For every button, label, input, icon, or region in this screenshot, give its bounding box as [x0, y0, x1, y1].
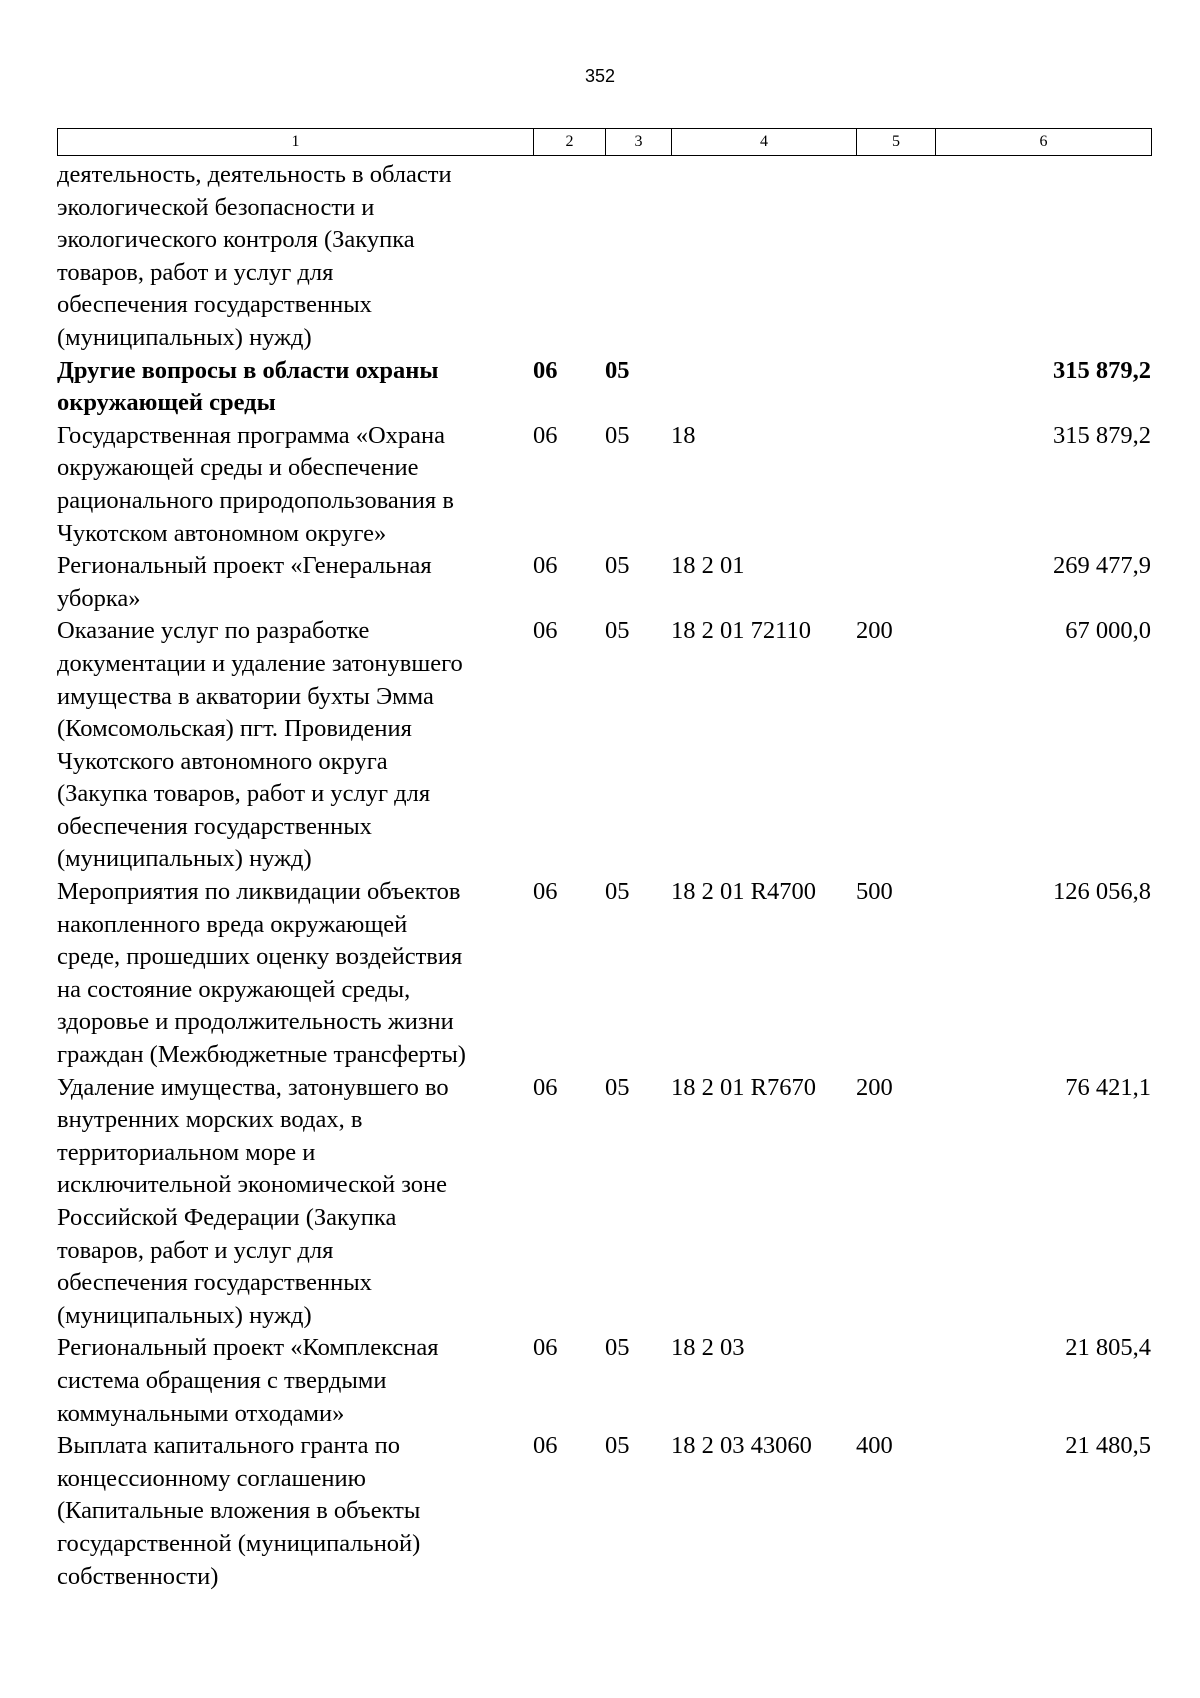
column-number-header: [57, 128, 1152, 156]
description-line: Чукотском автономном округе»: [57, 519, 387, 547]
expense-type-code: 200: [856, 617, 893, 645]
row-description: [57, 876, 533, 1072]
description-line: собственности): [57, 1562, 219, 1590]
table-row: [57, 159, 1151, 355]
target-article-code: 18: [671, 421, 696, 449]
description-line: товаров, работ и услуг для: [57, 258, 334, 286]
description-line: экологического контроля (Закупка: [57, 226, 415, 254]
budget-table-body: [57, 159, 1151, 1593]
description-line: документации и удаление затонувшего: [57, 649, 463, 677]
row-description: [57, 1430, 533, 1593]
description-line: Государственная программа «Охрана: [57, 421, 446, 449]
description-line: Чукотского автономного округа: [57, 747, 388, 775]
description-line: (Комсомольская) пгт. Провидения: [57, 715, 412, 743]
subsection-code: 05: [605, 617, 630, 645]
description-line: уборка»: [57, 584, 141, 612]
description-line: Региональный проект «Комплексная: [57, 1334, 439, 1362]
expense-type-code: [856, 1332, 935, 1430]
expense-type-code: [856, 550, 935, 615]
subsection-code: 05: [605, 552, 630, 580]
description-line: Региональный проект «Генеральная: [57, 552, 432, 580]
expense-type-code: 200: [856, 1073, 893, 1101]
description-line: исключительной экономической зоне: [57, 1171, 448, 1199]
subsection-code: [605, 159, 671, 355]
header-col-3: 3: [606, 129, 672, 156]
amount-value: 76 421,1: [1065, 1073, 1151, 1101]
expense-type-code: [856, 355, 935, 420]
section-code: 06: [533, 421, 558, 449]
row-description: [57, 355, 533, 420]
description-line: государственной (муниципальной): [57, 1529, 421, 1557]
table-row: [57, 1072, 1151, 1333]
description-line: товаров, работ и услуг для: [57, 1236, 334, 1264]
description-line: (муниципальных) нужд): [57, 323, 312, 351]
row-description: [57, 1072, 533, 1333]
description-line: Другие вопросы в области охраны: [57, 356, 439, 384]
header-col-2: 2: [534, 129, 606, 156]
description-line: деятельность, деятельность в области: [57, 161, 452, 188]
description-line: внутренних морских водах, в: [57, 1106, 363, 1134]
description-line: коммунальными отходами»: [57, 1399, 345, 1427]
subsection-code: 05: [605, 356, 630, 384]
description-line: (муниципальных) нужд): [57, 845, 312, 873]
description-line: рационального природопользования в: [57, 486, 454, 514]
description-line: Российской Федерации (Закупка: [57, 1204, 397, 1231]
description-line: (Капитальные вложения в объекты: [57, 1497, 421, 1525]
target-article-code: [671, 159, 856, 355]
table-row: [57, 355, 1151, 420]
section-code: 06: [533, 617, 558, 645]
description-line: окружающей среды: [57, 389, 276, 417]
table-row: [57, 420, 1151, 550]
amount-value: 21 480,5: [1065, 1432, 1151, 1460]
header-col-4: 4: [672, 129, 857, 156]
expense-type-code: 400: [856, 1432, 893, 1460]
subsection-code: 05: [605, 1334, 630, 1362]
section-code: 06: [533, 878, 558, 906]
subsection-code: 05: [605, 1073, 630, 1101]
table-row: [57, 1332, 1151, 1430]
description-line: территориальном море и: [57, 1138, 316, 1166]
description-line: система обращения с твердыми: [57, 1366, 387, 1394]
table-row: [57, 1430, 1151, 1593]
description-line: экологической безопасности и: [57, 193, 375, 221]
description-line: граждан (Межбюджетные трансферты): [57, 1041, 466, 1069]
description-line: (муниципальных) нужд): [57, 1301, 312, 1329]
description-line: Мероприятия по ликвидации объектов: [57, 878, 461, 906]
description-line: здоровье и продолжительность жизни: [57, 1008, 454, 1036]
table-row: [57, 550, 1151, 615]
header-col-5: 5: [857, 129, 936, 156]
target-article-code: [671, 355, 856, 420]
row-description: [57, 615, 533, 876]
page-number: 352: [584, 66, 616, 86]
section-code: 06: [533, 1073, 558, 1101]
description-line: Оказание услуг по разработке: [57, 617, 370, 645]
description-line: среде, прошедших оценку воздействия: [57, 943, 463, 971]
section-code: [533, 159, 605, 355]
target-article-code: 18 2 01 72110: [671, 617, 811, 645]
expense-type-code: [856, 159, 935, 355]
header-col-1: 1: [58, 129, 534, 156]
description-line: обеспечения государственных: [57, 812, 372, 840]
description-line: на состояние окружающей среды,: [57, 975, 411, 1003]
table-row: [57, 876, 1151, 1072]
description-line: концессионному соглашению: [57, 1464, 366, 1492]
subsection-code: 05: [605, 1432, 630, 1460]
expense-type-code: 500: [856, 878, 893, 906]
description-line: (Закупка товаров, работ и услуг для: [57, 780, 431, 808]
amount-value: [935, 159, 1151, 355]
amount-value: 126 056,8: [1053, 878, 1151, 906]
section-code: 06: [533, 1432, 558, 1460]
amount-value: 269 477,9: [1053, 552, 1151, 580]
header-row: [58, 129, 1152, 156]
row-description: [57, 159, 533, 355]
row-description: [57, 1332, 533, 1430]
section-code: 06: [533, 1334, 558, 1362]
expense-type-code: [856, 420, 935, 550]
row-description: [57, 420, 533, 550]
subsection-code: 05: [605, 421, 630, 449]
description-line: окружающей среды и обеспечение: [57, 454, 419, 482]
budget-table: [57, 159, 1151, 1593]
target-article-code: 18 2 03 43060: [671, 1432, 812, 1460]
amount-value: 67 000,0: [1065, 617, 1151, 645]
description-line: Выплата капитального гранта по: [57, 1432, 401, 1460]
target-article-code: 18 2 03: [671, 1334, 745, 1362]
description-line: имущества в акватории бухты Эмма: [57, 682, 434, 710]
section-code: 06: [533, 552, 558, 580]
table-row: [57, 615, 1151, 876]
description-line: обеспечения государственных: [57, 1269, 372, 1297]
target-article-code: 18 2 01: [671, 552, 745, 580]
subsection-code: 05: [605, 878, 630, 906]
amount-value: 315 879,2: [1053, 356, 1151, 384]
description-line: накопленного вреда окружающей: [57, 910, 408, 938]
header-col-6: 6: [936, 129, 1152, 156]
target-article-code: 18 2 01 R4700: [671, 878, 816, 906]
section-code: 06: [533, 356, 558, 384]
amount-value: 315 879,2: [1053, 421, 1151, 449]
target-article-code: 18 2 01 R7670: [671, 1073, 816, 1101]
description-line: Удаление имущества, затонувшего во: [57, 1073, 449, 1101]
description-line: обеспечения государственных: [57, 291, 372, 319]
amount-value: 21 805,4: [1065, 1334, 1151, 1362]
row-description: [57, 550, 533, 615]
